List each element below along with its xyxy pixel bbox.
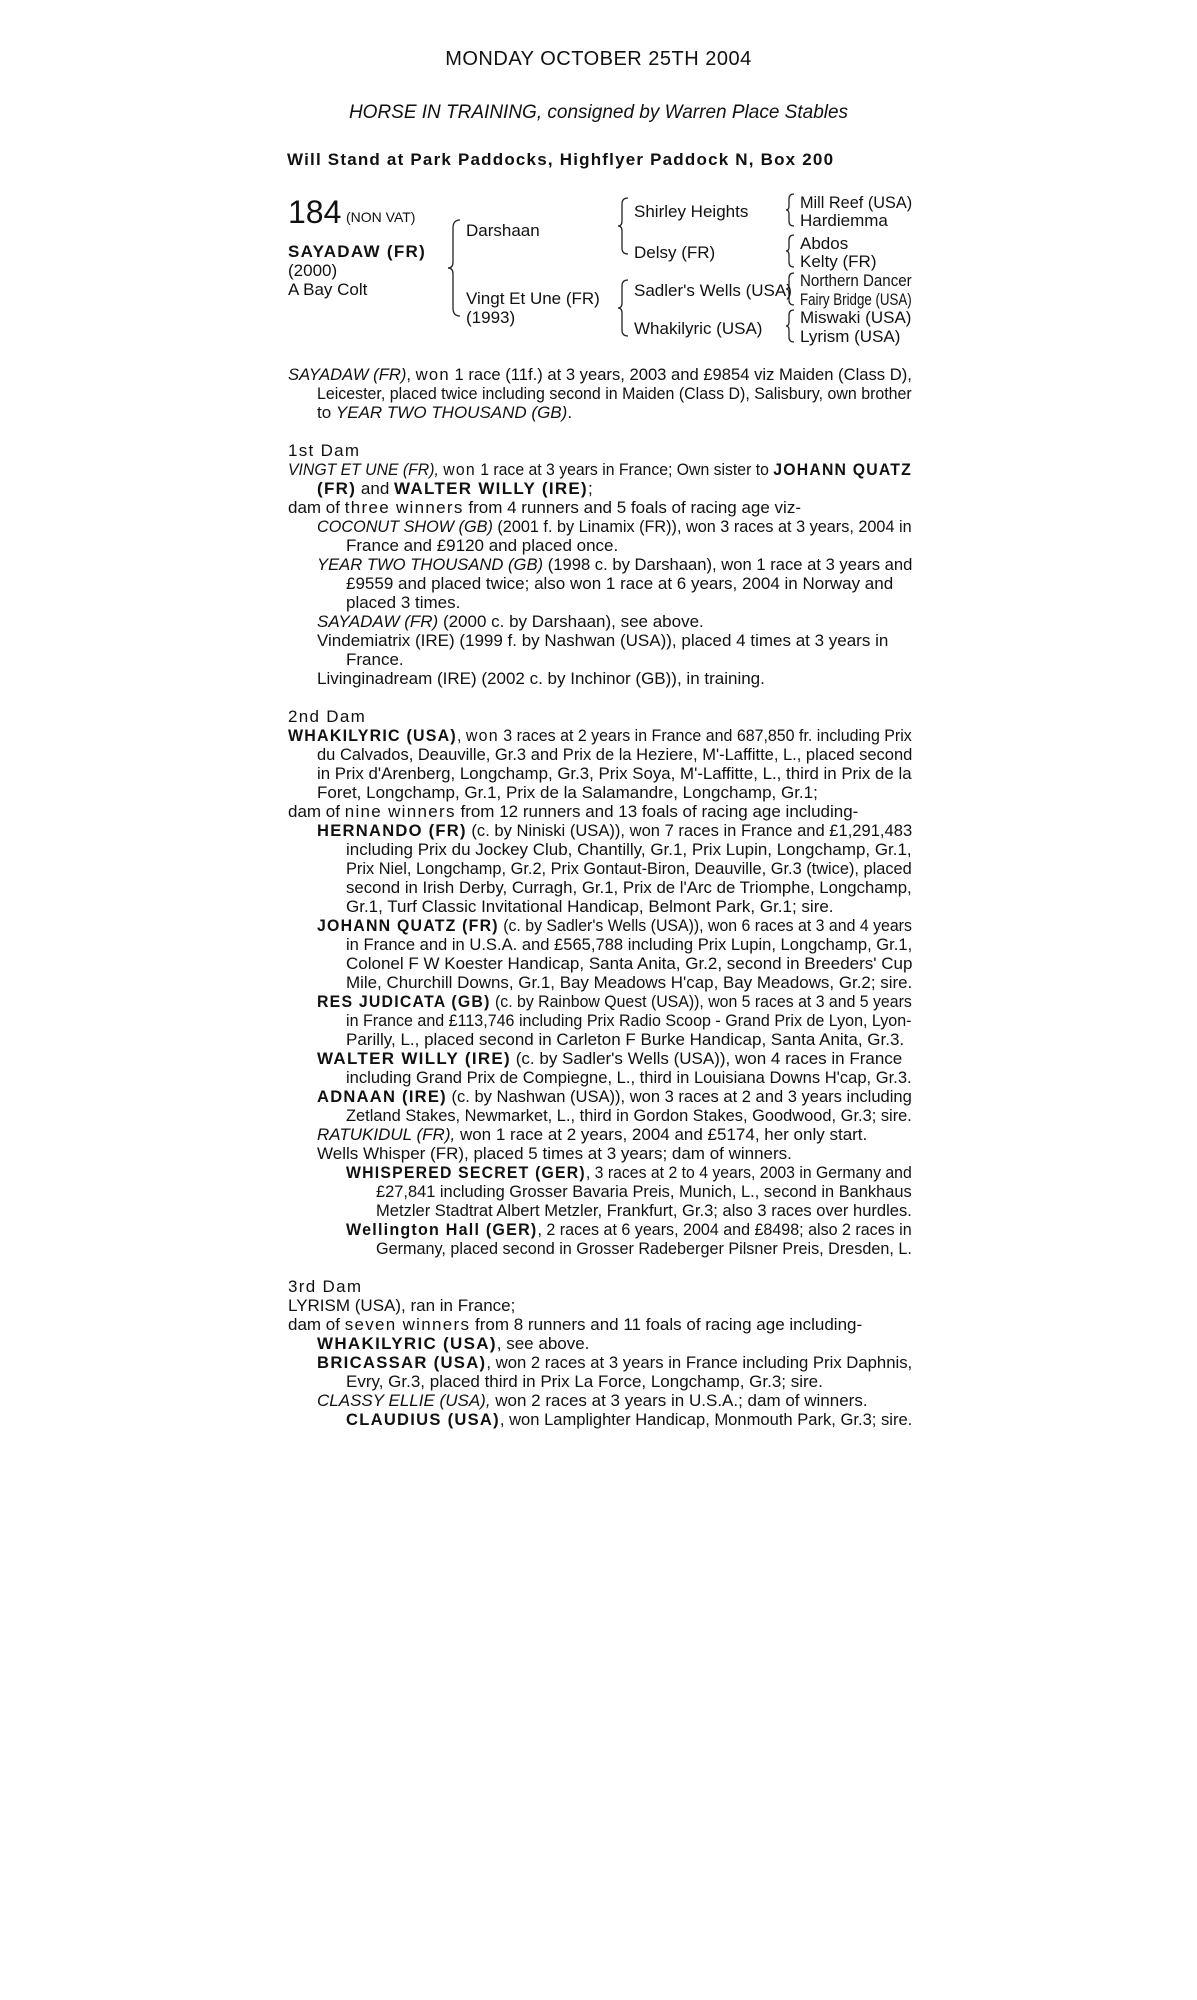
horse-year: (2000) [288,261,338,280]
dam3-heading: 3rd Dam [288,1277,363,1296]
dam3-bricassar-2: Evry, Gr.3, placed third in Prix La Force, Longchamp, Gr.3; sire. [346,1372,823,1391]
dam2-line-4: Foret, Longchamp, Gr.1, Prix de la Salamandre, Longchamp, Gr.1; [317,783,818,802]
pedigree-brace-sire [618,196,630,256]
dam1-heading: 1st Dam [288,441,361,460]
dam2-wellington-hall-2: Germany, placed second in Grosser Radeberger Pilsner Preis, Dresden, L. [376,1239,912,1258]
dam1-foal-5: Livinginadream (IRE) (2002 c. by Inchinor (GB)), in training. [317,669,765,688]
dam2-whispered-secret-3: Metzler Stadtrat Albert Metzler, Frankfurt, Gr.3; also 3 races over hurdles. [376,1201,912,1220]
dam2-line-5: dam of nine winners from 12 runners and 13 foals of racing age including- [288,802,859,821]
pedigree-g5: Northern Dancer [800,271,912,290]
dam2-walter-willy-2: including Grand Prix de Compiegne, L., third in Louisiana Downs H'cap, Gr.3. [346,1068,912,1087]
pedigree-brace-g1 [786,192,796,228]
dam3-classy-ellie: CLASSY ELLIE (USA), won 2 races at 3 years in U.S.A.; dam of winners. [317,1391,868,1410]
dam2-wellington-hall: Wellington Hall (GER), 2 races at 6 years, 2004 and £8498; also 2 races in [346,1220,912,1239]
pedigree-dam-sire: Sadler's Wells (USA) [634,281,792,300]
intro-line-3: to YEAR TWO THOUSAND (GB). [317,403,573,422]
pedigree-brace-g2 [786,233,796,269]
dam1-line-2: (FR) and WALTER WILLY (IRE); [317,479,593,498]
dam2-heading: 2nd Dam [288,707,367,726]
dam2-hernando-4: second in Irish Derby, Curragh, Gr.1, Prix de l'Arc de Triomphe, Longchamp, [346,878,912,897]
sale-date: MONDAY OCTOBER 25TH 2004 [445,48,752,70]
pedigree-brace-dam [618,278,630,338]
dam3-bricassar: BRICASSAR (USA), won 2 races at 3 years in France including Prix Daphnis, [317,1353,913,1372]
intro-line-1: SAYADAW (FR), won 1 race (11f.) at 3 years, 2003 and £9854 viz Maiden (Class D), [288,365,912,384]
pedigree-sire: Darshaan [466,221,540,240]
dam1-foal-2: YEAR TWO THOUSAND (GB) (1998 c. by Darshaan), won 1 race at 3 years and [317,555,913,574]
pedigree-sire-sire: Shirley Heights [634,202,749,221]
consignment-line: HORSE IN TRAINING, consigned by Warren Place Stables [348,102,849,123]
dam2-johann: JOHANN QUATZ (FR) (c. by Sadler's Wells (USA)), won 6 races at 3 and 4 years [317,916,912,935]
dam1-foal-1: COCONUT SHOW (GB) (2001 f. by Linamix (FR)), won 3 races at 3 years, 2004 in [317,517,912,536]
pedigree-g3: Abdos [800,234,849,253]
pedigree-brace-main [448,218,462,318]
pedigree-dam: Vingt Et Une (FR) [466,289,600,308]
horse-name: SAYADAW (FR) [288,242,427,261]
dam2-hernando-3: Prix Niel, Longchamp, Gr.2, Prix Gontaut-Biron, Deauville, Gr.3 (twice), placed [346,859,912,878]
intro-line-2: Leicester, placed twice including second in Maiden (Class D), Salisbury, own brother [317,384,912,403]
pedigree-g6: Fairy Bridge (USA) [800,290,912,309]
dam2-line-2: du Calvados, Deauville, Gr.3 and Prix de la Heziere, M'-Laffitte, L., placed second [317,745,913,764]
dam2-whispered-secret: WHISPERED SECRET (GER), 3 races at 2 to 4 years, 2003 in Germany and [346,1163,912,1182]
vat-status: (NON VAT) [346,209,416,225]
dam2-adnaan-2: Zetland Stakes, Newmarket, L., third in Gordon Stakes, Goodwood, Gr.3; sire. [346,1106,912,1125]
dam1-foal-3: SAYADAW (FR) (2000 c. by Darshaan), see above. [317,612,704,631]
dam2-line-1: WHAKILYRIC (USA), won 3 races at 2 years in France and 687,850 fr. including Prix [288,726,912,745]
lot-number: 184 [288,194,342,230]
pedigree-g2: Hardiemma [800,211,888,230]
dam2-whispered-secret-2: £27,841 including Grosser Bavaria Preis, Munich, L., second in Bankhaus [376,1182,912,1201]
pedigree-brace-g4 [786,308,796,344]
dam1-foal-4-cont: France. [346,650,404,669]
dam1-line-1: VINGT ET UNE (FR), won 1 race at 3 years in France; Own sister to JOHANN QUATZ [288,460,913,479]
dam2-line-3: in Prix d'Arenberg, Longchamp, Gr.3, Prix Soya, M'-Laffitte, L., third in Prix de la [317,764,912,783]
horse-description: A Bay Colt [288,280,368,299]
pedigree-g7: Miswaki (USA) [800,308,912,327]
dam2-hernando-5: Gr.1, Turf Classic Invitational Handicap, Belmont Park, Gr.1; sire. [346,897,834,916]
dam2-adnaan: ADNAAN (IRE) (c. by Nashwan (USA)), won 3 races at 2 and 3 years including [317,1087,912,1106]
dam3-line-2: dam of seven winners from 8 runners and 11 foals of racing age including- [288,1315,863,1334]
dam2-res-judicata-2: in France and £113,746 including Prix Radio Scoop - Grand Prix de Lyon, Lyon- [346,1011,912,1030]
dam2-hernando-2: including Prix du Jockey Club, Chantilly, Gr.1, Prix Lupin, Longchamp, Gr.1, [346,840,912,859]
dam2-walter-willy: WALTER WILLY (IRE) (c. by Sadler's Wells (USA)), won 4 races in France [317,1049,903,1068]
dam2-hernando: HERNANDO (FR) (c. by Niniski (USA)), won 7 races in France and £1,291,483 [317,821,913,840]
pedigree-g4: Kelty (FR) [800,252,877,271]
dam2-ratukidul: RATUKIDUL (FR), won 1 race at 2 years, 2004 and £5174, her only start. [317,1125,868,1144]
dam2-res-judicata: RES JUDICATA (GB) (c. by Rainbow Quest (USA)), won 5 races at 3 and 5 years [317,992,912,1011]
dam1-foal-1-cont: France and £9120 and placed once. [346,536,619,555]
pedigree-g1: Mill Reef (USA) [800,193,913,212]
dam1-foal-2-cont-1: £9559 and placed twice; also won 1 race at 6 years, 2004 in Norway and [346,574,894,593]
dam1-line-3: dam of three winners from 4 runners and 5 foals of racing age viz- [288,498,801,517]
pedigree-sire-dam: Delsy (FR) [634,243,716,262]
dam1-foal-2-cont-2: placed 3 times. [346,593,461,612]
pedigree-dam-year: (1993) [466,308,516,327]
dam3-line-1: LYRISM (USA), ran in France; [288,1296,516,1315]
dam2-johann-4: Mile, Churchill Downs, Gr.1, Bay Meadows H'cap, Bay Meadows, Gr.2; sire. [346,973,913,992]
pedigree-dam-dam: Whakilyric (USA) [634,319,763,338]
dam2-johann-3: Colonel F W Koester Handicap, Santa Anita, Gr.2, second in Breeders' Cup [346,954,913,973]
dam3-whakilyric: WHAKILYRIC (USA), see above. [317,1334,590,1353]
dam3-claudius: CLAUDIUS (USA), won Lamplighter Handicap, Monmouth Park, Gr.3; sire. [346,1410,913,1429]
location-line: Will Stand at Park Paddocks, Highflyer Paddock N, Box 200 [287,150,835,169]
dam2-wells-whisper: Wells Whisper (FR), placed 5 times at 3 years; dam of winners. [317,1144,792,1163]
dam2-res-judicata-3: Parilly, L., placed second in Carleton F Burke Handicap, Santa Anita, Gr.3. [346,1030,905,1049]
dam2-johann-2: in France and in U.S.A. and £565,788 including Prix Lupin, Longchamp, Gr.1, [346,935,913,954]
dam1-foal-4: Vindemiatrix (IRE) (1999 f. by Nashwan (USA)), placed 4 times at 3 years in [317,631,889,650]
pedigree-g8: Lyrism (USA) [800,327,901,346]
